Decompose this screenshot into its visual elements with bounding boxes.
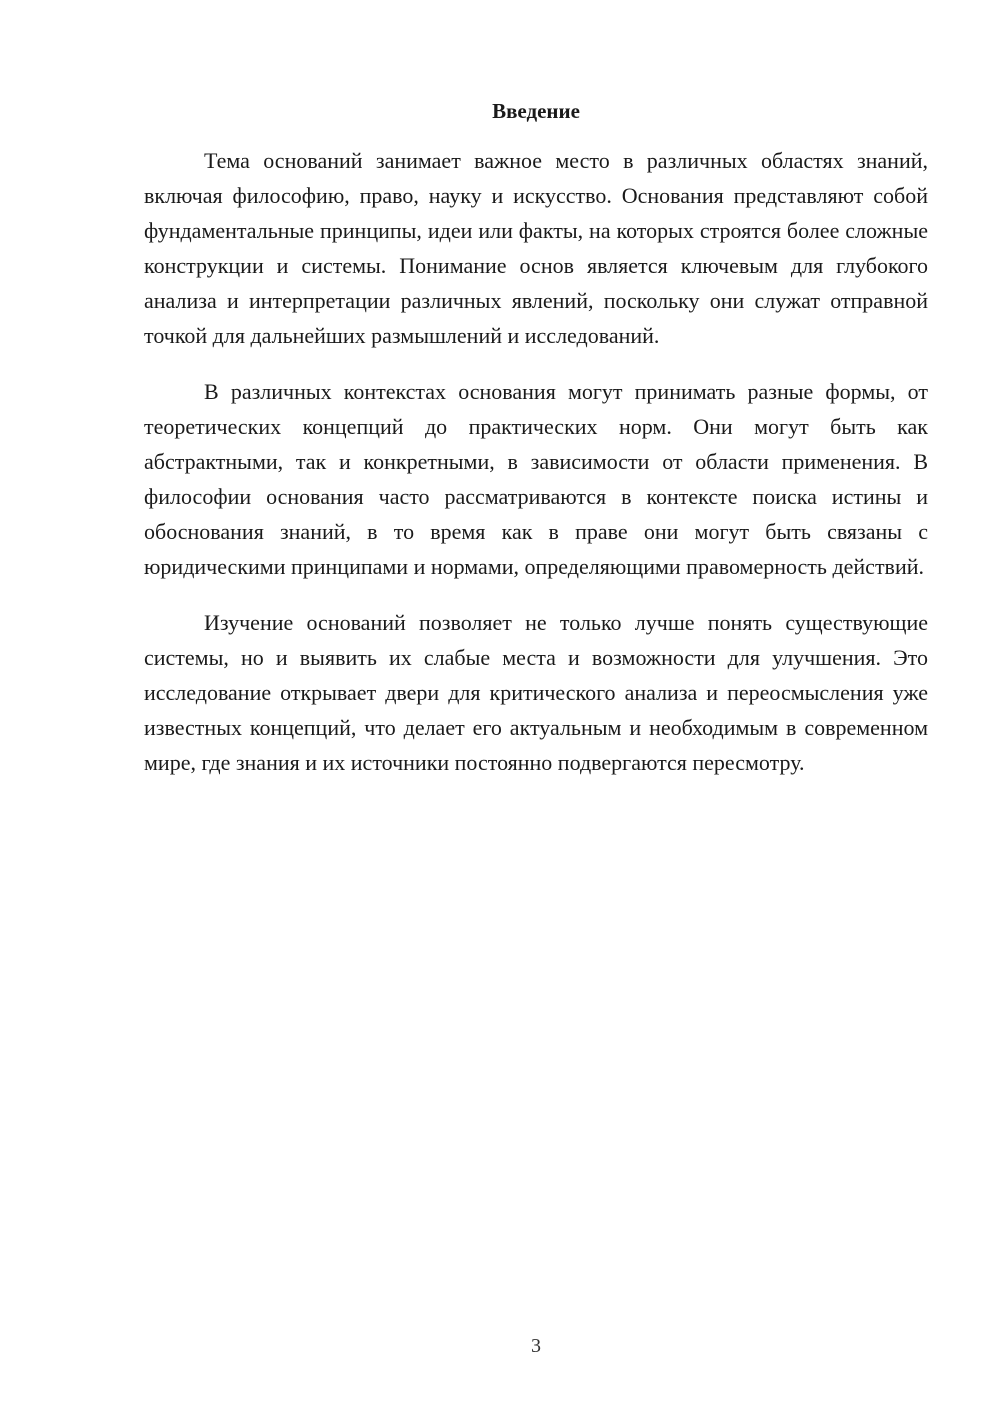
page-number: 3	[531, 1335, 541, 1357]
paragraph-3: Изучение оснований позволяет не только лучше понять существующие системы, но и выявить их слабые места и возможности для улучшения. Это исследование открывает двери для критического анализа и переосмысления уже известных концепций, что делает его актуальным и необходимым в современном мире, где знания и их источники постоянно подвергаются пересмотру.	[144, 610, 928, 775]
section-heading: Введение	[492, 99, 580, 123]
page-content	[144, 96, 928, 801]
paragraph-1: Тема оснований занимает важное место в различных областях знаний, включая философию, право, науку и искусство. Основания представляют собой фундаментальные принципы, идеи или факты, на которых строятся более сложные конструкции и системы. Понимание основ является ключевым для глубокого анализа и интерпретации различных явлений, поскольку они служат отправной точкой для дальнейших размышлений и исследований.	[144, 148, 928, 348]
paragraph-2: В различных контекстах основания могут принимать разные формы, от теоретических концепций до практических норм. Они могут быть как абстрактными, так и конкретными, в зависимости от области применения. В философии основания часто рассматриваются в контексте поиска истины и обоснования знаний, в то время как в праве они могут быть связаны с юридическими принципами и нормами, определяющими правомерность действий.	[144, 379, 928, 579]
